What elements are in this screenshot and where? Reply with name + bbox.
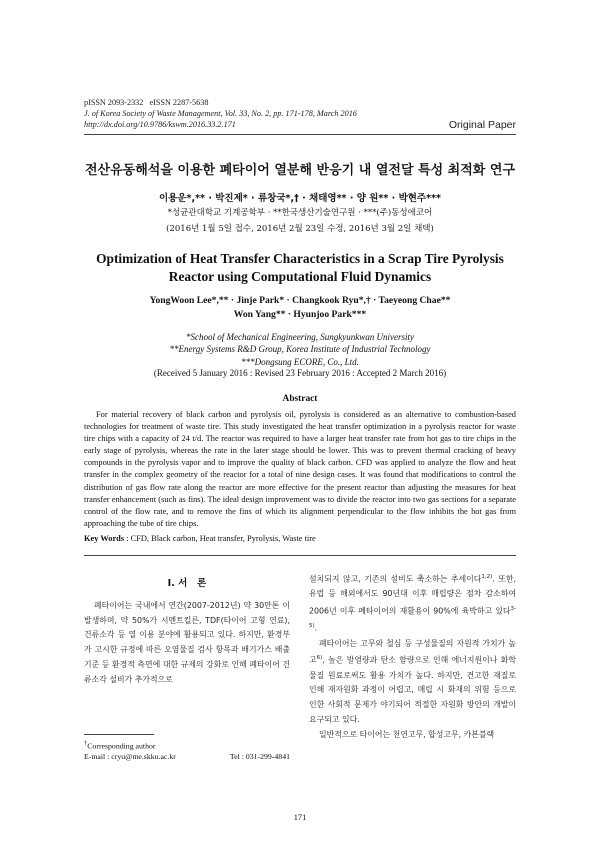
footnote-label: Corresponding author [87,741,156,751]
right-paragraph-2 [309,637,516,728]
english-authors-line2: Won Yang** · Hyunjoo Park*** [233,309,367,320]
affiliation-1: *School of Mechanical Engineering, Sungkyunkwan University [186,332,414,342]
header-rule [84,134,516,135]
left-paragraph-text: 폐타이어는 국내에서 연간(2007-2012년) 약 30만톤 이 발생하며, 약 50%가 시멘트킬른, TDF(타이어 고형 연료), 건류소각 등 열 이용 분야에 활용되고 있다. 하지만, 환경부가 고시한 규정에 따른 오염물질 검사 항목과 배기가스 배출 기준 등 환경적 측면에 대한 규제의 강화로 인해 폐타이어 건류소각 설비가 추가적으로 [84,601,290,684]
keywords-list: : CFD, Black carbon, Heat transfer, Pyrolysis, Waste tire [124,534,316,543]
abstract-body: For material recovery of black carbon and pyrolysis oil, pyrolysis is considered as an alternative to combustion-based technologies for treatment of waste tire. This study investigated the heat transfer optimization in a pyrolysis reactor for waste tire chips with a capacity of 24 t/d. The reactor was required to have a larger heat transfer rate from hot gas to tire chips in the early stage of pyrolysis, whereas the rate in the later stage should be lower. This was to prevent thermal cracking of heavy compounds in the pyrolysis vapor and to improve the quality of black carbon. CFD was applied to analyze the flow and heat transfer in the complex geometry of the reactor for a total of nine design cases. It was found that modifications to control the distribution of gas flow rate along the reactor are more effective for the present reactor than adjusting the measures for heat transfer enhancement (such as fins). The ideal design improvement was to divide the reactor into two gas sections for a separate control of the flow rate, and to remove the fins of which its alignment perpendicular to the flow inhibits the hot gas from approaching the tube of tire chips. [84,410,516,528]
english-authors-line1: YongWoon Lee*,** · Jinje Park* · Changkook Ryu*,† · Taeyeong Chae** [149,295,451,306]
doi-link[interactable]: http://dx.doi.org/10.9786/kswm.2016.33.2.171 [84,120,236,129]
left-column [84,599,290,687]
keywords-label: Key Words [84,534,125,543]
right-paragraph-1-text-b: . 또한, 유럽 등 해외에서도 90년대 이후 매립량은 점차 감소하여 2006년 이후 폐타이어의 재활용이 90%에 육박하고 있다 [309,574,516,616]
korean-dates: (2016년 1월 5일 접수, 2016년 2월 23일 수정, 2016년 3월 2일 채택) [166,224,434,234]
korean-title: 전산유동해석을 이용한 폐타이어 열분해 반응기 내 열전달 특성 최적화 연구 [84,163,516,178]
english-affiliations [0,331,600,368]
english-dates: (Received 5 January 2016 : Revised 23 February 2016 : Accepted 2 March 2016) [153,368,447,378]
korean-authors: 이용운*,** · 박진제* · 류창국*,† · 채태영** · 양 원** · 박현주*** [158,193,442,204]
right-paragraph-3 [309,728,516,743]
footnote-label-line [84,739,290,752]
citation-ref: 3-5) [309,606,516,630]
english-title [0,250,600,286]
english-title-line2: Reactor using Computational Fluid Dynamics [168,269,432,284]
english-authors [0,294,600,322]
left-paragraph [84,599,290,687]
abstract-text [84,409,516,530]
journal-header [84,97,357,130]
right-paragraph-1 [309,570,516,637]
abstract-rule [84,555,516,556]
footnote-rule [84,734,154,735]
section-heading: I. 서 론 [167,578,207,589]
right-column [309,570,516,742]
right-paragraph-1-text-a: 설치되지 않고, 기존의 설비도 축소하는 추세이다 [309,574,482,584]
issn-line: pISSN 2093-2332 eISSN 2287-5638 [84,98,209,107]
citation-ref: 1,2) [481,574,493,580]
footnote-contact [84,752,290,763]
right-paragraph-3-text: 일반적으로 타이어는 천연고무, 합성고무, 카본블랙 [319,729,495,739]
keywords-line [84,534,316,543]
abstract-heading: Abstract [282,394,318,404]
article-type-label: Original Paper [448,119,516,131]
korean-affiliations: *성균관대학교 기계공학부 · **한국생산기술연구원 · ***(주)동성에코어 [167,208,433,218]
right-paragraph-2-text-a: 폐타이어는 고무와 철심 등 구성물질의 자원적 가치가 높고 [309,638,516,666]
page-number: 171 [293,813,307,822]
affiliation-2: **Energy Systems R&D Group, Korea Institute of Industrial Technology [169,344,431,355]
journal-citation: J. of Korea Society of Waste Management, Vol. 33, No. 2, pp. 171-178, March 2016 [84,109,357,118]
citation-ref: 6) [316,655,323,662]
footnote-email[interactable]: E-mail : cryu@me.skku.ac.kr [84,752,176,762]
right-paragraph-2-text-b: , 높은 발열량과 탄소 함량으로 인해 에너지원이나 화학물질 원료로써도 활용 가치가 높다. 하지만, 견고한 재질로 인해 재자원화 과정이 어렵고, 매립 시 화재의 위험 등으로 인한 사회적 문제가 야기되어 적절한 자원화 방안의 개발이 요구되고 있다. [309,656,516,724]
affiliation-3: ***Dongsung ECORE, Co., Ltd. [241,356,359,367]
footnote [84,739,290,763]
english-title-line1: Optimization of Heat Transfer Characteristics in a Scrap Tire Pyrolysis [96,251,504,266]
footnote-mark: † [84,740,88,747]
footnote-tel: Tel : 031-299-4841 [229,752,290,762]
right-paragraph-1-text-c: . [314,623,318,633]
